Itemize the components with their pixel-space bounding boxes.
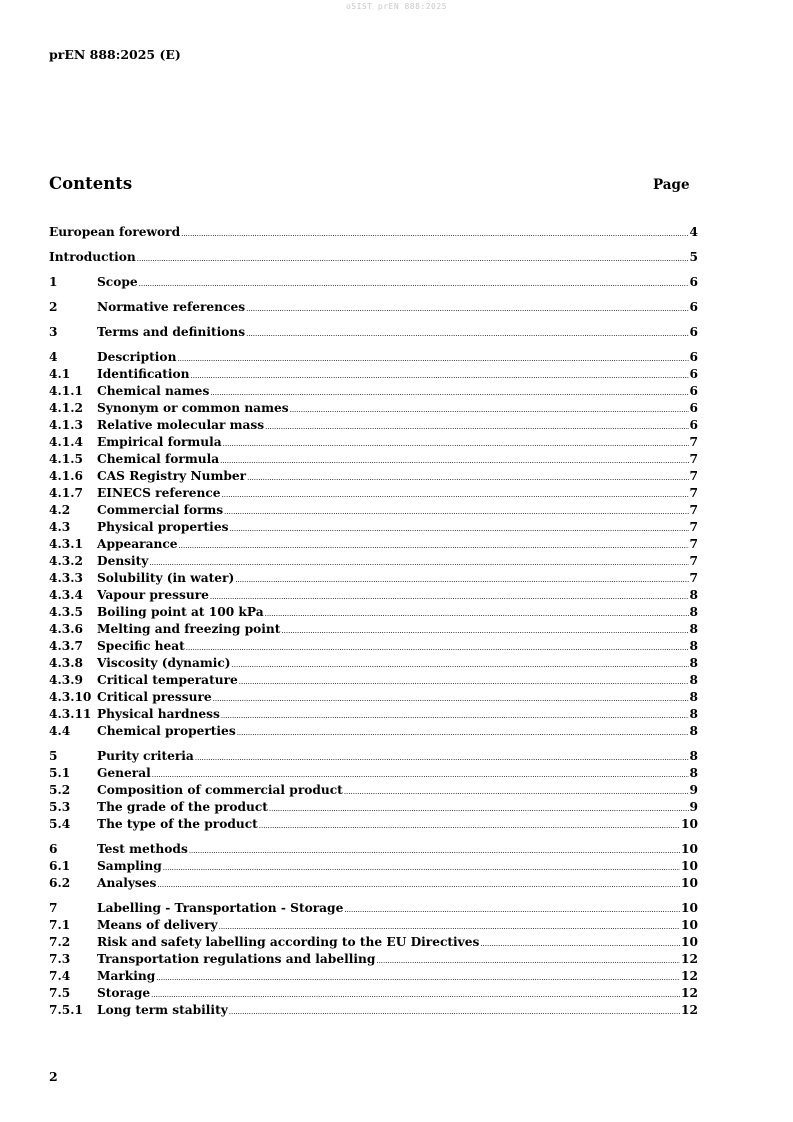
toc-entry-title: Sampling: [97, 859, 162, 873]
toc-entry-number: 4.3.11: [49, 707, 92, 721]
toc-entry-number: 4.3.1: [49, 537, 83, 551]
toc-entry-title: General: [97, 766, 151, 780]
toc-entry-title: Scope: [97, 275, 138, 289]
toc-entry-number: 4.2: [49, 503, 71, 517]
toc-entry[interactable]: [49, 1002, 698, 1019]
toc-entry-number: 4.3.10: [49, 690, 92, 704]
toc-entry-page: 6: [689, 300, 698, 314]
toc-dot-leader: [186, 640, 689, 657]
toc-dot-leader: [259, 818, 680, 835]
toc-dot-leader: [290, 402, 689, 419]
toc-entry[interactable]: [49, 299, 698, 316]
toc-dot-leader: [157, 877, 680, 894]
toc-dot-leader: [163, 860, 680, 877]
toc-entry[interactable]: [49, 765, 698, 782]
toc-entry-page: 6: [689, 418, 698, 432]
toc-entry-number: 4.1.3: [49, 418, 83, 432]
toc-entry-title: Storage: [97, 986, 151, 1000]
toc-entry-page: 6: [689, 275, 698, 289]
toc-entry-page: 8: [689, 749, 698, 763]
toc-entry-title: Long term stability: [97, 1003, 228, 1017]
toc-entry[interactable]: [49, 366, 698, 383]
toc-dot-leader: [195, 750, 689, 767]
toc-entry-number: 6.2: [49, 876, 71, 890]
toc-entry[interactable]: [49, 224, 698, 241]
toc-entry-title: Synonym or common names: [97, 401, 289, 415]
toc-entry-page: 7: [689, 486, 698, 500]
toc-entry-page: 7: [689, 571, 698, 585]
toc-entry-number: 4.3.7: [49, 639, 83, 653]
toc-entry-page: 6: [689, 401, 698, 415]
toc-entry-page: 8: [689, 673, 698, 687]
toc-entry-title: Boiling point at 100 kPa: [97, 605, 264, 619]
toc-entry-title: Density: [97, 554, 149, 568]
toc-entry-number: 4.1.6: [49, 469, 83, 483]
toc-entry-number: 7.5.1: [49, 1003, 83, 1017]
toc-entry-title: Melting and freezing point: [97, 622, 281, 636]
toc-dot-leader: [137, 251, 689, 268]
toc-entry-page: 8: [689, 707, 698, 721]
toc-entry[interactable]: [49, 782, 698, 799]
toc-entry[interactable]: [49, 451, 698, 468]
toc-entry[interactable]: [49, 934, 698, 951]
toc-entry[interactable]: [49, 951, 698, 968]
toc-entry-page: 10: [681, 935, 698, 949]
toc-entry-title: Relative molecular mass: [97, 418, 265, 432]
toc-entry-number: 7.3: [49, 952, 71, 966]
toc-entry-page: 6: [689, 350, 698, 364]
toc-entry[interactable]: [49, 655, 698, 672]
toc-entry-title: Means of delivery: [97, 918, 218, 932]
toc-dot-leader: [376, 953, 680, 970]
toc-entry[interactable]: [49, 689, 698, 706]
toc-dot-leader: [224, 504, 688, 521]
toc-dot-leader: [269, 801, 689, 818]
toc-entry-number: 4.1.2: [49, 401, 83, 415]
toc-entry-number: 2: [49, 300, 58, 314]
toc-entry-title: Purity criteria: [97, 749, 194, 763]
toc-dot-leader: [265, 419, 688, 436]
toc-entry[interactable]: [49, 274, 698, 291]
table-of-contents: [49, 224, 698, 1019]
toc-entry-title: Test methods: [97, 842, 188, 856]
toc-entry[interactable]: [49, 383, 698, 400]
toc-entry-page: 7: [689, 435, 698, 449]
toc-entry[interactable]: [49, 519, 698, 536]
toc-entry-title: Viscosity (dynamic): [97, 656, 231, 670]
toc-entry-page: 10: [681, 876, 698, 890]
toc-entry-page: 7: [689, 469, 698, 483]
toc-entry[interactable]: [49, 900, 698, 917]
toc-entry-page: 12: [681, 952, 698, 966]
toc-entry-title: Critical temperature: [97, 673, 238, 687]
toc-entry-number: 1: [49, 275, 58, 289]
toc-dot-leader: [235, 572, 688, 589]
toc-dot-leader: [265, 606, 689, 623]
toc-entry-page: 10: [681, 918, 698, 932]
toc-entry-number: 5.2: [49, 783, 71, 797]
toc-entry[interactable]: [49, 553, 698, 570]
toc-dot-leader: [344, 784, 689, 801]
document-id: prEN 888:2025 (E): [49, 47, 181, 62]
toc-entry-title: EINECS reference: [97, 486, 221, 500]
toc-dot-leader: [239, 674, 689, 691]
toc-entry-page: 6: [689, 325, 698, 339]
toc-dot-leader: [213, 691, 689, 708]
toc-entry-number: 4.3: [49, 520, 71, 534]
toc-entry-title: Physical hardness: [97, 707, 220, 721]
toc-entry[interactable]: [49, 723, 698, 740]
toc-entry-title: Transportation regulations and labelling: [97, 952, 376, 966]
toc-entry[interactable]: [49, 841, 698, 858]
toc-dot-leader: [237, 725, 689, 742]
toc-entry[interactable]: [49, 799, 698, 816]
toc-entry-title: CAS Registry Number: [97, 469, 247, 483]
toc-entry[interactable]: [49, 417, 698, 434]
toc-entry[interactable]: [49, 434, 698, 451]
toc-entry-number: 7: [49, 901, 58, 915]
toc-entry[interactable]: [49, 816, 698, 833]
toc-dot-leader: [151, 987, 680, 1004]
toc-dot-leader: [189, 843, 680, 860]
toc-entry-title: Commercial forms: [97, 503, 224, 517]
toc-entry[interactable]: [49, 985, 698, 1002]
toc-entry-title: The grade of the product: [97, 800, 268, 814]
toc-entry[interactable]: [49, 875, 698, 892]
toc-dot-leader: [232, 657, 689, 674]
toc-dot-leader: [191, 368, 689, 385]
toc-entry[interactable]: [49, 621, 698, 638]
toc-entry-number: 4.1: [49, 367, 71, 381]
toc-entry[interactable]: [49, 400, 698, 417]
toc-entry-title: Physical properties: [97, 520, 229, 534]
toc-entry-number: 4.3.2: [49, 554, 83, 568]
toc-dot-leader: [223, 436, 689, 453]
toc-dot-leader: [247, 470, 688, 487]
toc-entry-title: Composition of commercial product: [97, 783, 343, 797]
toc-entry-number: 7.5: [49, 986, 71, 1000]
toc-entry-page: 12: [681, 1003, 698, 1017]
toc-dot-leader: [177, 351, 688, 368]
toc-dot-leader: [156, 970, 680, 987]
toc-entry-page: 8: [689, 690, 698, 704]
toc-entry-number: 5.3: [49, 800, 71, 814]
toc-entry[interactable]: [49, 604, 698, 621]
toc-dot-leader: [281, 623, 688, 640]
toc-entry-page: 10: [681, 901, 698, 915]
toc-entry-page: 8: [689, 724, 698, 738]
toc-entry-number: 7.1: [49, 918, 71, 932]
toc-entry-page: 6: [689, 367, 698, 381]
toc-entry-title: Specific heat: [97, 639, 185, 653]
toc-entry[interactable]: [49, 249, 698, 266]
toc-dot-leader: [181, 226, 688, 243]
toc-entry-title: Terms and definitions: [97, 325, 246, 339]
toc-entry-number: 6.1: [49, 859, 71, 873]
toc-entry-title: Chemical formula: [97, 452, 220, 466]
toc-entry-page: 8: [689, 622, 698, 636]
toc-entry-page: 7: [689, 554, 698, 568]
toc-entry[interactable]: [49, 570, 698, 587]
toc-entry-number: 4.3.3: [49, 571, 83, 585]
toc-dot-leader: [229, 521, 688, 538]
toc-entry-page: 8: [689, 639, 698, 653]
toc-entry-page: 12: [681, 986, 698, 1000]
toc-entry-page: 7: [689, 503, 698, 517]
toc-entry-number: 4.3.9: [49, 673, 83, 687]
toc-entry-number: 7.4: [49, 969, 71, 983]
toc-entry-title: Solubility (in water): [97, 571, 235, 585]
toc-entry-number: 4.3.8: [49, 656, 83, 670]
toc-entry[interactable]: [49, 502, 698, 519]
contents-title: Contents: [49, 174, 133, 193]
toc-entry-page: 7: [689, 537, 698, 551]
toc-dot-leader: [179, 538, 689, 555]
toc-dot-leader: [344, 902, 680, 919]
page-number: 2: [49, 1069, 58, 1084]
toc-entry-title: Analyses: [97, 876, 157, 890]
watermark: oSIST prEN 888:2025: [345, 2, 447, 11]
toc-entry[interactable]: [49, 324, 698, 341]
toc-entry-page: 6: [689, 384, 698, 398]
toc-entry-number: 6: [49, 842, 58, 856]
toc-entry-title: Empirical formula: [97, 435, 222, 449]
toc-entry[interactable]: [49, 858, 698, 875]
toc-entry-number: 4.3.5: [49, 605, 83, 619]
toc-entry-number: 5.4: [49, 817, 71, 831]
toc-entry-page: 10: [681, 859, 698, 873]
toc-entry[interactable]: [49, 968, 698, 985]
toc-entry-number: 4.1.1: [49, 384, 83, 398]
toc-entry[interactable]: [49, 672, 698, 689]
toc-entry-title: Appearance: [97, 537, 178, 551]
toc-entry-page: 8: [689, 605, 698, 619]
toc-entry-number: 4.3.6: [49, 622, 83, 636]
toc-entry[interactable]: [49, 706, 698, 723]
toc-entry-page: 5: [689, 250, 698, 264]
toc-entry[interactable]: [49, 917, 698, 934]
toc-dot-leader: [210, 589, 689, 606]
toc-entry-page: 4: [689, 225, 698, 239]
toc-entry-number: 4: [49, 350, 58, 364]
toc-entry[interactable]: [49, 638, 698, 655]
toc-entry-page: 8: [689, 656, 698, 670]
toc-entry-title: Introduction: [49, 250, 136, 264]
toc-entry-number: 4.1.5: [49, 452, 83, 466]
toc-entry-title: Labelling - Transportation - Storage: [97, 901, 344, 915]
toc-entry-page: 10: [681, 817, 698, 831]
toc-entry-page: 10: [681, 842, 698, 856]
toc-dot-leader: [221, 708, 689, 725]
toc-entry-page: 9: [689, 800, 698, 814]
toc-entry-number: 4.1.7: [49, 486, 83, 500]
toc-entry-title: European foreword: [49, 225, 181, 239]
toc-entry-title: Critical pressure: [97, 690, 212, 704]
toc-entry-title: Chemical properties: [97, 724, 236, 738]
toc-entry-title: Vapour pressure: [97, 588, 209, 602]
toc-entry-page: 7: [689, 452, 698, 466]
toc-dot-leader: [246, 326, 688, 343]
page-column-label: Page: [653, 177, 690, 193]
toc-entry-number: 4.3.4: [49, 588, 83, 602]
toc-entry[interactable]: [49, 587, 698, 604]
toc-entry[interactable]: [49, 468, 698, 485]
toc-entry-number: 7.2: [49, 935, 71, 949]
toc-entry[interactable]: [49, 536, 698, 553]
toc-entry-page: 7: [689, 520, 698, 534]
toc-entry-page: 9: [689, 783, 698, 797]
toc-dot-leader: [229, 1004, 680, 1021]
toc-entry-title: Normative references: [97, 300, 246, 314]
toc-entry-number: 4.1.4: [49, 435, 83, 449]
toc-entry[interactable]: [49, 485, 698, 502]
toc-entry-page: 8: [689, 766, 698, 780]
toc-entry-title: Identification: [97, 367, 190, 381]
toc-entry-title: Description: [97, 350, 177, 364]
toc-dot-leader: [246, 301, 688, 318]
toc-entry-title: Marking: [97, 969, 156, 983]
toc-entry-page: 12: [681, 969, 698, 983]
toc-entry-title: Risk and safety labelling according to the EU Directives: [97, 935, 480, 949]
toc-dot-leader: [480, 936, 680, 953]
toc-entry-number: 4.4: [49, 724, 71, 738]
toc-dot-leader: [222, 487, 689, 504]
toc-entry-number: 5.1: [49, 766, 71, 780]
toc-dot-leader: [220, 453, 688, 470]
toc-entry[interactable]: [49, 748, 698, 765]
toc-entry-title: The type of the product: [97, 817, 258, 831]
toc-entry-number: 3: [49, 325, 58, 339]
toc-entry[interactable]: [49, 349, 698, 366]
toc-entry-title: Chemical names: [97, 384, 210, 398]
toc-entry-page: 8: [689, 588, 698, 602]
toc-dot-leader: [139, 276, 689, 293]
toc-entry-number: 5: [49, 749, 58, 763]
